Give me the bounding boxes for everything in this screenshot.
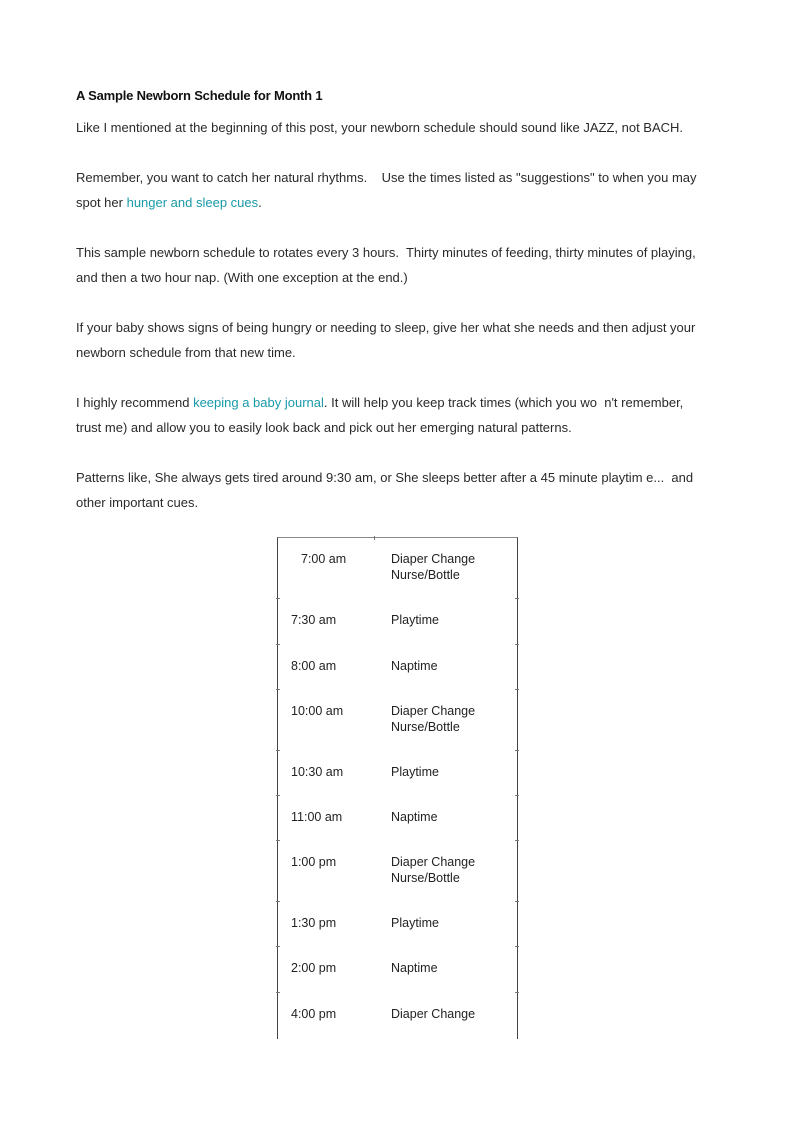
row-divider-tick [515, 644, 519, 645]
paragraph-adjust [76, 315, 726, 365]
schedule-activities [391, 916, 439, 932]
row-divider-tick [515, 689, 519, 690]
paragraph-rhythms [76, 165, 726, 215]
paragraph-rotation [76, 240, 726, 290]
schedule-table [277, 537, 518, 1039]
paragraph-line: If your baby shows signs of being hungry or needing to sleep, give her what she needs and then adjust your [76, 320, 696, 335]
schedule-activity: Diaper Change [391, 552, 476, 566]
paragraph-patterns [76, 465, 726, 515]
row-divider-tick [276, 795, 280, 796]
row-divider-tick [515, 795, 519, 796]
paragraph-line: newborn schedule from that new time. [76, 345, 296, 360]
schedule-activities [391, 855, 475, 886]
schedule-activity: Diaper Change [391, 855, 476, 869]
row-divider-tick [515, 750, 519, 751]
schedule-time: 8:00 am [291, 659, 337, 673]
paragraph-line: Like I mentioned at the beginning of this post, your newborn schedule should sound like JAZZ, not BACH. [76, 120, 684, 135]
paragraph-line: This sample newborn schedule to rotates every 3 hours. Thirty minutes of feeding, thirty minutes of playing, [76, 245, 696, 260]
schedule-activity: Naptime [391, 961, 438, 975]
schedule-time: 4:00 pm [291, 1007, 337, 1021]
row-divider-tick [276, 689, 280, 690]
row-divider-tick [515, 840, 519, 841]
row-divider-tick [276, 840, 280, 841]
schedule-time: 7:30 am [291, 613, 337, 627]
schedule-activity: Nurse/Bottle [391, 567, 460, 582]
paragraph-line [76, 390, 726, 415]
row-divider-tick [276, 750, 280, 751]
paragraph-text: spot her [76, 195, 127, 210]
schedule-time: 2:00 pm [291, 961, 337, 975]
paragraph-line [76, 190, 726, 215]
row-divider-tick [515, 946, 519, 947]
paragraph-text: . [258, 195, 262, 210]
paragraph-line: Patterns like, She always gets tired around 9:30 am, or She sleeps better after a 45 minute playtim e... and [76, 470, 694, 485]
paragraph-jazz [76, 115, 726, 140]
schedule-activities [391, 552, 475, 583]
schedule-activity: Naptime [391, 810, 438, 824]
paragraph-line: and then a two hour nap. (With one exception at the end.) [76, 270, 408, 285]
paragraph-line: trust me) and allow you to easily look back and pick out her emerging natural patterns. [76, 420, 572, 435]
row-divider-tick [276, 644, 280, 645]
schedule-time: 10:00 am [291, 704, 344, 718]
paragraph-line: other important cues. [76, 495, 199, 510]
schedule-activities [391, 704, 475, 735]
schedule-time: 1:00 pm [291, 855, 337, 869]
row-divider-tick [276, 598, 280, 599]
schedule-activities [391, 613, 439, 629]
row-divider-tick [276, 992, 280, 993]
schedule-activities [391, 961, 438, 977]
column-tick [374, 536, 375, 540]
schedule-activity: Playtime [391, 765, 439, 779]
page-title: A Sample Newborn Schedule for Month 1 [76, 88, 323, 103]
schedule-activity: Nurse/Bottle [391, 719, 460, 734]
schedule-activity: Naptime [391, 659, 438, 673]
paragraph-journal [76, 390, 726, 440]
schedule-activity: Diaper Change [391, 704, 476, 718]
schedule-activity: Nurse/Bottle [391, 870, 460, 885]
schedule-activities [391, 1007, 475, 1023]
schedule-activity: Playtime [391, 916, 439, 930]
row-divider-tick [515, 598, 519, 599]
schedule-time: 11:00 am [291, 810, 343, 824]
baby-journal-link[interactable]: keeping a baby journal [193, 395, 324, 410]
paragraph-line: Remember, you want to catch her natural rhythms. Use the times listed as "suggestions" to when you may [76, 170, 697, 185]
schedule-time: 10:30 am [291, 765, 344, 779]
schedule-activities [391, 659, 438, 675]
schedule-activity: Playtime [391, 613, 439, 627]
hunger-sleep-cues-link[interactable]: hunger and sleep cues [126, 195, 259, 210]
schedule-activity: Diaper Change [391, 1007, 476, 1021]
row-divider-tick [276, 946, 280, 947]
row-divider-tick [515, 992, 519, 993]
schedule-time: 1:30 pm [291, 916, 337, 930]
paragraph-text: . It will help you keep track times (which you wo n't remember, [323, 395, 684, 410]
schedule-time: 7:00 am [301, 552, 347, 566]
row-divider-tick [515, 901, 519, 902]
row-divider-tick [276, 901, 280, 902]
schedule-activities [391, 810, 438, 826]
paragraph-text: I highly recommend [76, 395, 194, 410]
schedule-activities [391, 765, 439, 781]
